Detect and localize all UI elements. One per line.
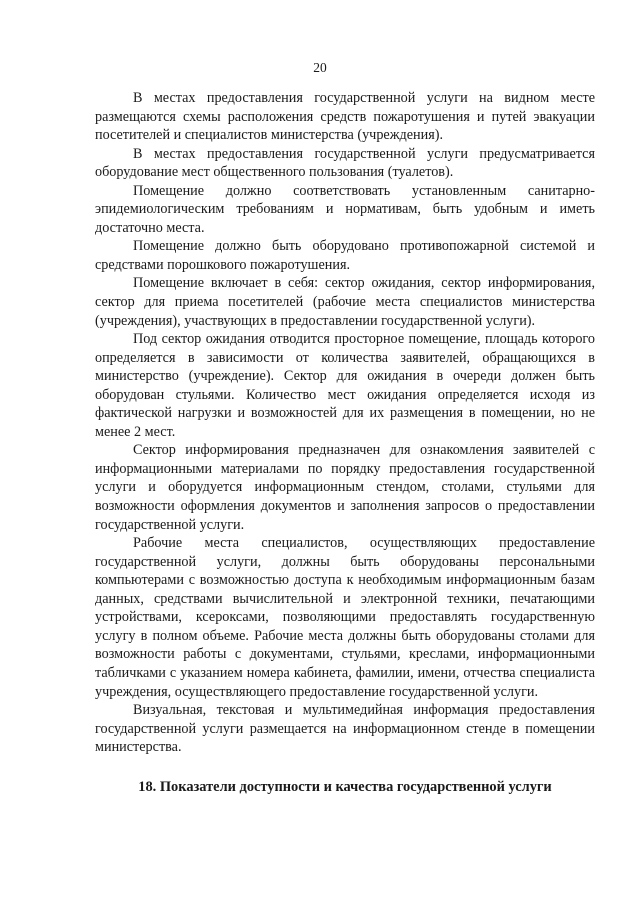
paragraph-room-sectors: Помещение включает в себя: сектор ожидания, сектор информирования, сектор для приема посетителей (рабочие места специалистов министерства (учреждения), участвующих в предоставлении государственной услуги). bbox=[95, 275, 595, 329]
paragraph-information-stand: Визуальная, текстовая и мультимедийная информация предоставления государственной услуги размещается на информационном стенде в помещении министерства. bbox=[95, 702, 595, 756]
body-text bbox=[95, 89, 595, 757]
paragraph-public-facilities: В местах предоставления государственной услуги предусматривается оборудование мест общественного пользования (туалетов). bbox=[95, 145, 595, 181]
paragraph-fire-protection: Помещение должно быть оборудовано противопожарной системой и средствами порошкового пожаротушения. bbox=[95, 238, 595, 273]
paragraph-information-sector: Сектор информирования предназначен для ознакомления заявителей с информационными материалами по порядку предоставления государственной услуги и оборудуется информационным стендом, столами, стульями для возможности оформления документов и заполнения запросов о предоставлении государственной услуги. bbox=[95, 442, 595, 533]
section-heading: 18. Показатели доступности и качества государственной услуги bbox=[138, 779, 552, 795]
paragraph-workplaces: Рабочие места специалистов, осуществляющих предоставление государственной услуги, должны быть оборудованы персональными компьютерами с возможностью доступа к необходимым информационным базам данных, средствами вычислительной и электронной техники, печатающими устройствами, ксероксами, позволяющими предоставлять государственную услугу в полном объеме. Рабочие места должны быть оборудованы столами для возможности работы с документами, стульями, креслами, информационными табличками с указанием номера кабинета, фамилии, имени, отчества специалиста учреждения, осуществляющего предоставление государственной услуги. bbox=[95, 535, 595, 700]
paragraph-waiting-sector: Под сектор ожидания отводится просторное помещение, площадь которого определяется в зависимости от количества заявителей, обращающихся в министерство (учреждение). Сектор для ожидания в очереди должен быть оборудован стульями. Количество мест ожидания определяется исходя из фактической нагрузки и возможностей для их размещения в помещении, но не менее 2 мест. bbox=[95, 331, 595, 440]
paragraph-evacuation-schemes: В местах предоставления государственной услуги на видном месте размещаются схемы расположения средств пожаротушения и путей эвакуации посетителей и специалистов министерства (учреждения). bbox=[95, 90, 595, 144]
page-number: 20 bbox=[313, 60, 327, 75]
paragraph-sanitary-requirements: Помещение должно соответствовать установленным санитарно-эпидемиологическим требованиям и нормативам, быть удобным и иметь достаточно места. bbox=[95, 182, 595, 236]
